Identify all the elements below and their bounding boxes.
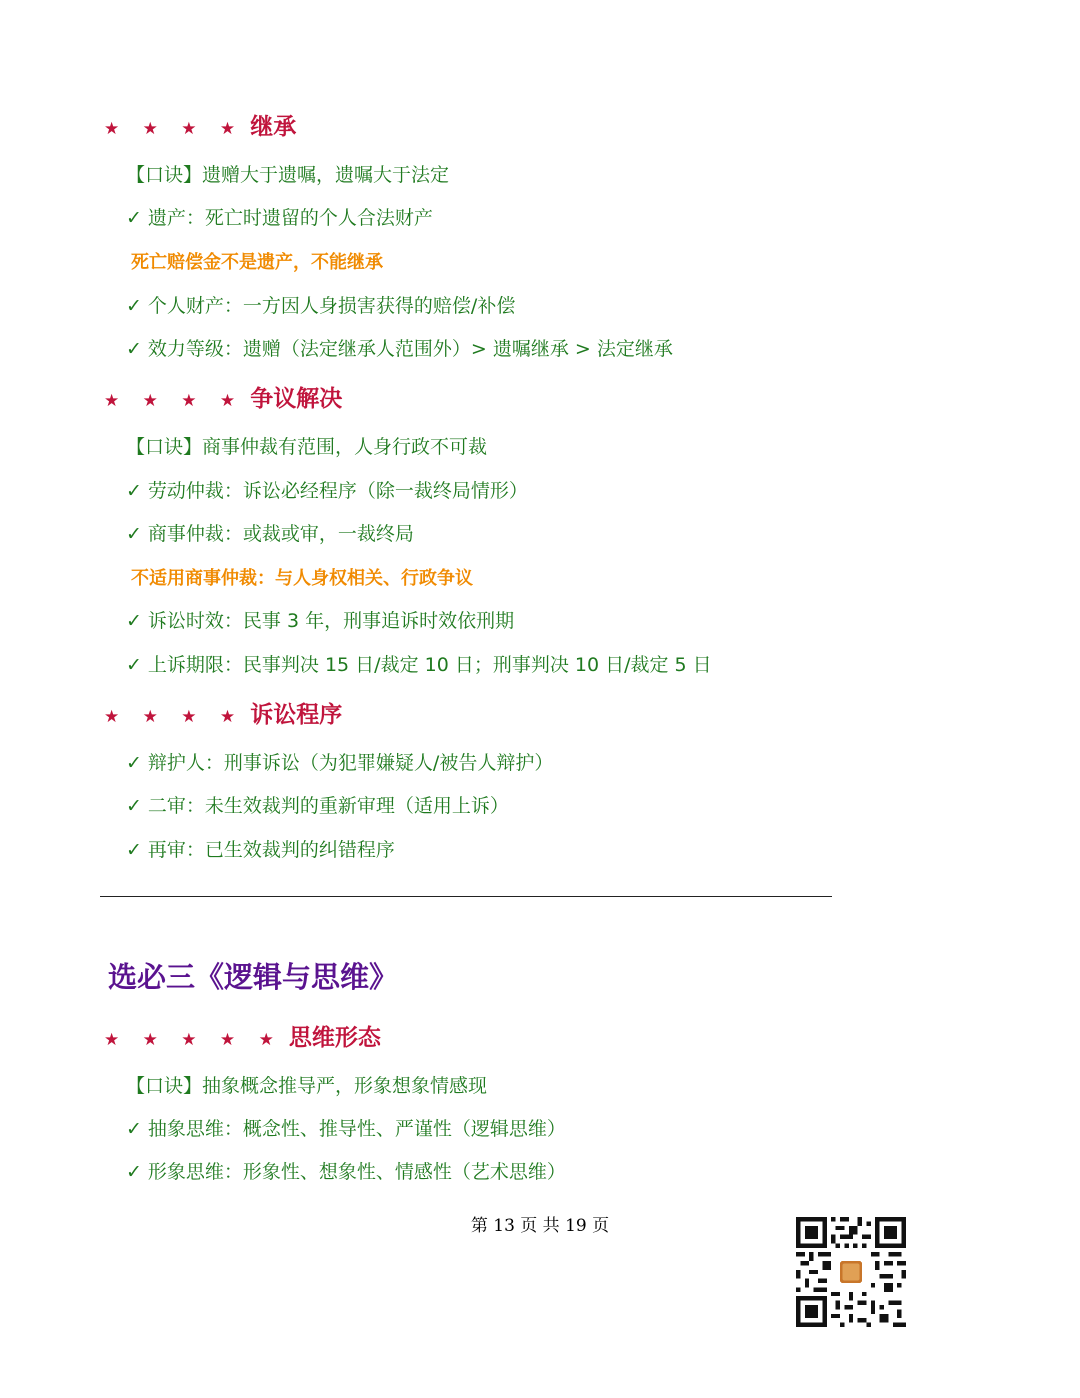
check-item bbox=[126, 1114, 566, 1141]
section-heading bbox=[104, 696, 342, 729]
check-icon: ✓ bbox=[126, 795, 142, 817]
check-icon: ✓ bbox=[126, 523, 142, 545]
check-icon: ✓ bbox=[126, 839, 142, 861]
check-item bbox=[126, 1157, 566, 1184]
section-title: 继承 bbox=[250, 114, 297, 140]
check-item-text: 辩护人：刑事诉讼（为犯罪嫌疑人/被告人辩护） bbox=[147, 752, 554, 774]
check-icon: ✓ bbox=[126, 610, 142, 632]
check-item-text: 劳动仲裁：诉讼必经程序（除一裁终局情形） bbox=[147, 480, 528, 502]
check-item-text: 上诉期限：民事判决 15 日/裁定 10 日；刑事判决 10 日/裁定 5 日 bbox=[147, 654, 712, 676]
check-item-text: 个人财产：一方因人身损害获得的赔偿/补偿 bbox=[147, 295, 516, 317]
qr-code-icon bbox=[796, 1217, 906, 1327]
check-item bbox=[126, 650, 712, 677]
page-number: 第 13 页 共 19 页 bbox=[470, 1216, 610, 1236]
check-item-text: 抽象思维：概念性、推导性、严谨性（逻辑思维） bbox=[147, 1118, 566, 1140]
check-item bbox=[126, 606, 514, 633]
section-title: 思维形态 bbox=[288, 1025, 381, 1051]
check-item bbox=[126, 791, 509, 818]
note-line: 死亡赔偿金不是遗产，不能继承 bbox=[131, 252, 383, 273]
check-item-text: 诉讼时效：民事 3 年，刑事追诉时效依刑期 bbox=[147, 610, 515, 632]
check-icon: ✓ bbox=[126, 480, 142, 502]
check-item-text: 遗产：死亡时遗留的个人合法财产 bbox=[147, 207, 433, 229]
check-item bbox=[126, 476, 528, 503]
check-icon: ✓ bbox=[126, 1161, 142, 1183]
check-icon: ✓ bbox=[126, 338, 142, 360]
star-rating-icon: ★ ★ ★ ★ bbox=[104, 707, 245, 727]
check-item bbox=[126, 835, 395, 862]
check-item bbox=[126, 748, 553, 775]
check-item bbox=[126, 291, 515, 318]
star-rating-icon: ★ ★ ★ ★ bbox=[104, 391, 245, 411]
star-rating-icon: ★ ★ ★ ★ bbox=[104, 119, 245, 139]
check-item-text: 二审：未生效裁判的重新审理（适用上诉） bbox=[147, 795, 509, 817]
mnemonic-line: 【口诀】遗赠大于遗嘱，遗嘱大于法定 bbox=[126, 164, 450, 186]
section-title: 诉讼程序 bbox=[250, 702, 343, 728]
chapter-title: 选必三《逻辑与思维》 bbox=[108, 960, 399, 994]
check-icon: ✓ bbox=[126, 207, 142, 229]
check-item bbox=[126, 203, 433, 230]
check-item-text: 效力等级：遗赠（法定继承人范围外）> 遗嘱继承 > 法定继承 bbox=[147, 338, 673, 360]
section-heading bbox=[104, 380, 342, 413]
check-icon: ✓ bbox=[126, 1118, 142, 1140]
check-item bbox=[126, 519, 414, 546]
separator-line bbox=[100, 896, 832, 897]
mnemonic-line: 【口诀】商事仲裁有范围，人身行政不可裁 bbox=[126, 436, 488, 458]
mnemonic-line: 【口诀】抽象概念推导严，形象想象情感现 bbox=[126, 1075, 488, 1097]
check-item-text: 再审：已生效裁判的纠错程序 bbox=[147, 839, 395, 861]
check-icon: ✓ bbox=[126, 295, 142, 317]
note-line: 不适用商事仲裁：与人身权相关、行政争议 bbox=[131, 568, 473, 589]
star-rating-icon: ★ ★ ★ ★ ★ bbox=[104, 1030, 283, 1050]
section-heading bbox=[104, 108, 296, 141]
check-icon: ✓ bbox=[126, 752, 142, 774]
section-title: 争议解决 bbox=[250, 386, 343, 412]
check-item-text: 形象思维：形象性、想象性、情感性（艺术思维） bbox=[147, 1161, 566, 1183]
check-icon: ✓ bbox=[126, 654, 142, 676]
section-heading bbox=[104, 1019, 381, 1052]
check-item-text: 商事仲裁：或裁或审，一裁终局 bbox=[147, 523, 414, 545]
check-item bbox=[126, 334, 673, 361]
